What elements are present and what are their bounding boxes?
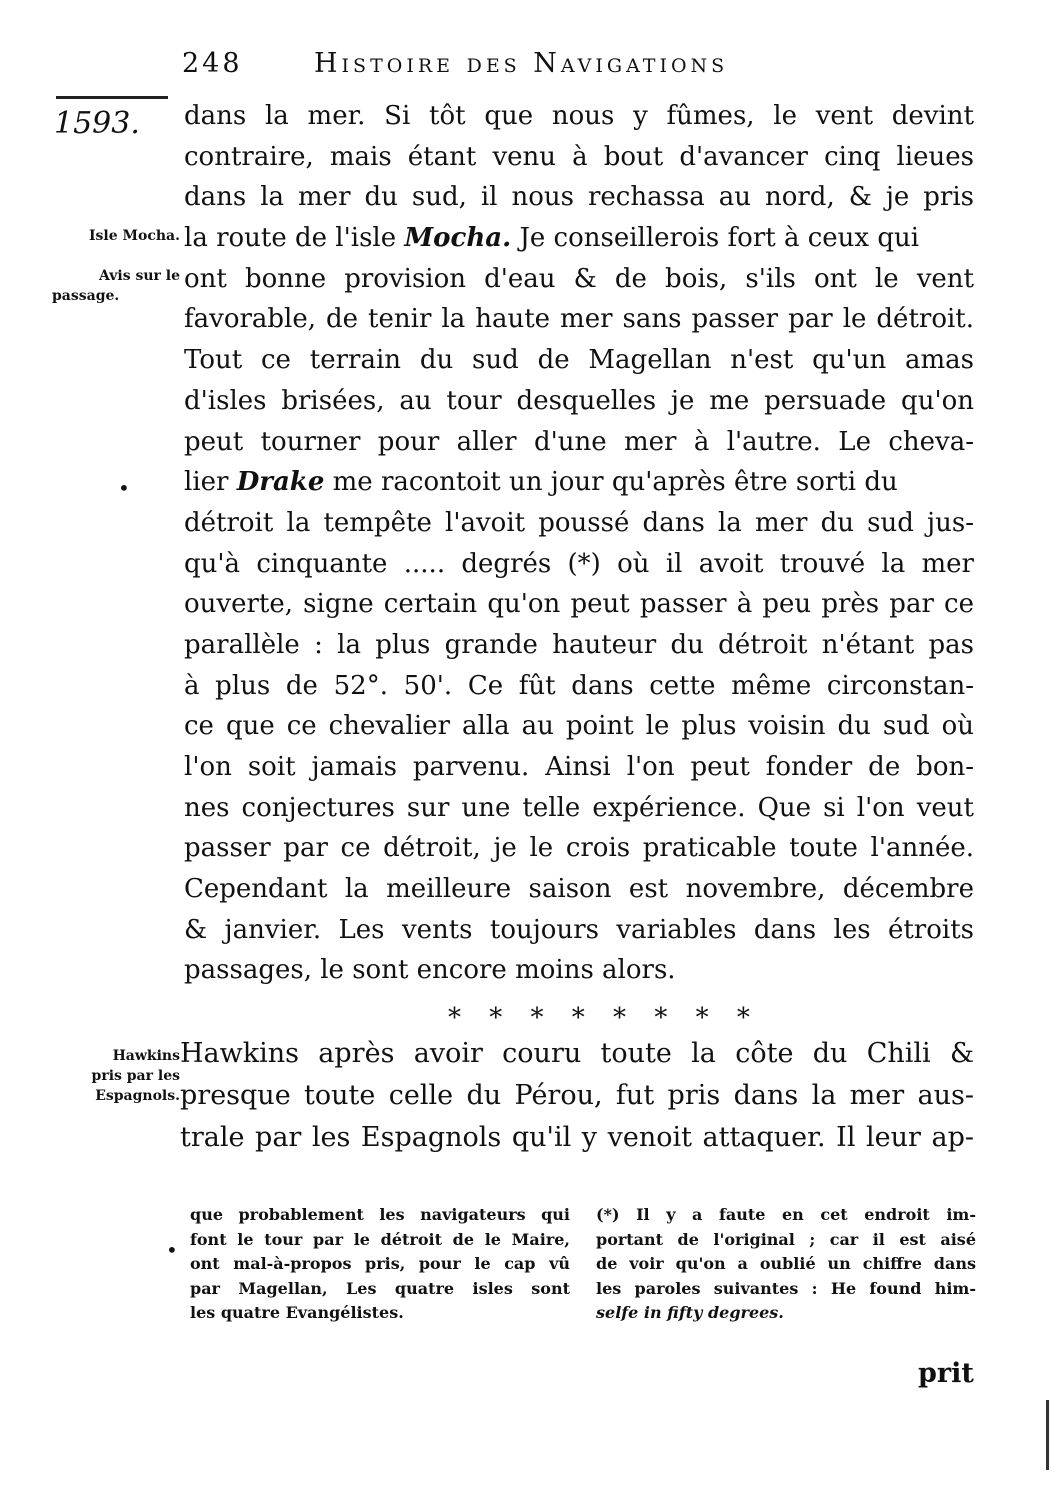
section-separator: * * * * * * * *: [448, 1003, 760, 1033]
text-line: Cependant la meilleure saison est novembre, décembre: [184, 874, 974, 905]
footnote-line: de voir qu'on a oublié un chiffre dans: [596, 1254, 976, 1273]
margin-note-hawkins-line-2: pris par les: [91, 1068, 180, 1084]
text-fragment: la route de l'isle: [184, 223, 397, 254]
text-line: trale par les Espagnols qu'il y venoit attaquer. Il leur ap-: [180, 1122, 974, 1153]
text-line: dans la mer du sud, il nous rechassa au nord, & je pris: [184, 182, 974, 213]
text-line: à plus de 52°. 50'. Ce fût dans cette même circonstan-: [184, 670, 974, 701]
margin-note-mocha: [44, 226, 180, 246]
running-title: Histoire des Navigations: [314, 48, 729, 79]
text-line-drake: [184, 462, 974, 503]
italic-mocha: Mocha.: [404, 223, 512, 254]
text-line: détroit la tempête l'avoit poussé dans la mer du sud jus-: [184, 507, 974, 538]
footnote-line: portant de l'original ; car il est aisé: [596, 1229, 976, 1249]
text-line: dans la mer. Si tôt que nous y fûmes, le vent devint: [184, 101, 974, 131]
text-line: ont bonne provision d'eau & de bois, s'ils ont le vent: [184, 263, 974, 294]
text-line: peut tourner pour aller d'une mer à l'autre. Le cheva-: [184, 426, 974, 457]
margin-dot: •: [118, 476, 130, 500]
hawkins-paragraph: [180, 1033, 974, 1159]
footnote-line: par Magellan, Les quatre isles sont: [190, 1278, 570, 1298]
running-header: [180, 48, 970, 88]
margin-note-avis-line-1: Avis sur le: [98, 268, 180, 284]
text-line: passer par ce détroit, je le crois praticable toute l'année.: [184, 833, 974, 864]
footnote-line: que probablement les navigateurs qui: [190, 1205, 570, 1224]
main-text: [184, 96, 974, 991]
text-line: & janvier. Les vents toujours variables dans les étroits: [184, 914, 974, 945]
text-line: favorable, de tenir la haute mer sans passer par le détroit.: [184, 304, 974, 335]
text-line: nes conjectures sur une telle expérience. Que si l'on veut: [184, 792, 974, 823]
margin-note-avis: [44, 266, 180, 306]
text-line: contraire, mais étant venu à bout d'avancer cinq lieues: [184, 141, 974, 172]
page-edge-mark: [1046, 1400, 1049, 1470]
year-rule: [56, 96, 168, 99]
margin-year: 1593.: [54, 106, 140, 141]
footnote-line: font le tour par le détroit de le Maire,: [190, 1229, 570, 1249]
footnote-line: les paroles suivantes : He found him-: [596, 1278, 976, 1298]
text-line: ouverte, signe certain qu'on peut passer à peu près par ce: [184, 589, 974, 620]
margin-note-hawkins: [44, 1046, 180, 1106]
text-line-mocha: [184, 218, 974, 259]
footnote-line: (*) Il y a faute en cet endroit im-: [596, 1205, 976, 1224]
text-fragment: Je conseillerois fort à ceux qui: [519, 223, 920, 254]
footnote-dot: •: [166, 1238, 178, 1262]
text-line: passages, le sont encore moins alors.: [184, 955, 676, 986]
text-line: d'isles brisées, au tour desquelles je me persuade qu'on: [184, 385, 974, 416]
footnote-left: [190, 1203, 570, 1326]
margin-note-mocha-text: Isle Mocha.: [88, 228, 180, 244]
footnote-line: les quatre Evangélistes.: [190, 1303, 404, 1322]
text-line: Hawkins après avoir couru toute la côte du Chili &: [180, 1038, 974, 1069]
margin-note-avis-line-2: passage.: [52, 288, 120, 304]
page-number: 248: [182, 48, 243, 79]
text-fragment: me racontoit un jour qu'après être sorti du: [332, 467, 898, 498]
text-line: qu'à cinquante ..... degrés (*) où il avoit trouvé la mer: [184, 548, 974, 579]
footnote-line: ont mal-à-propos pris, pour le cap vû: [190, 1254, 570, 1273]
text-line: ce que ce chevalier alla au point le plus voisin du sud où: [184, 711, 974, 742]
italic-drake: Drake: [236, 467, 325, 498]
text-fragment: lier: [184, 467, 229, 498]
margin-note-hawkins-line-1: Hawkins: [112, 1048, 180, 1064]
text-line: parallèle : la plus grande hauteur du détroit n'étant pas: [184, 629, 974, 660]
text-line: presque toute celle du Pérou, fut pris dans la mer aus-: [180, 1080, 974, 1111]
text-line: l'on soit jamais parvenu. Ainsi l'on peut fonder de bon-: [184, 752, 974, 782]
footnote-line: selfe in fifty degrees.: [596, 1303, 784, 1322]
margin-note-hawkins-line-3: Espagnols.: [95, 1088, 180, 1104]
footnote-right: [596, 1203, 976, 1326]
text-line: Tout ce terrain du sud de Magellan n'est qu'un amas: [184, 345, 974, 376]
catchword: prit: [918, 1358, 974, 1389]
